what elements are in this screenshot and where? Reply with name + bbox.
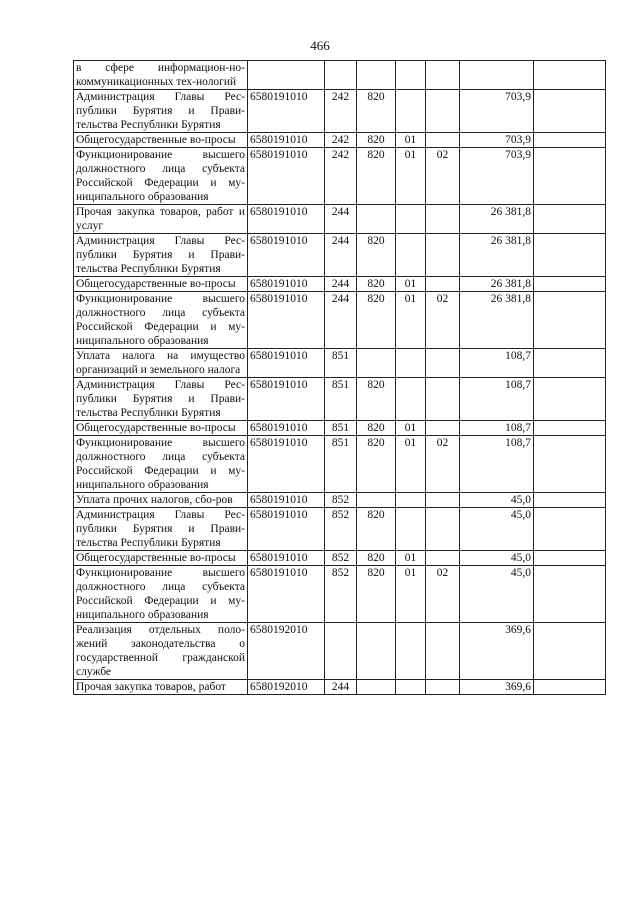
table-row: [74, 508, 606, 551]
amount-cell: 26 381,8: [460, 205, 534, 234]
pr-cell: 02: [426, 436, 460, 493]
vr-cell: [325, 623, 357, 680]
table-body: [74, 61, 606, 695]
pr-cell: 02: [426, 566, 460, 623]
amount-cell: [460, 61, 534, 90]
row-name-cell: Общегосударственные во-просы: [74, 421, 248, 436]
row-name-cell: Функционирование высшего должностного лица субъекта Российской Федерации и му-ниципального образования: [74, 436, 248, 493]
rz-cell: [396, 378, 426, 421]
vr-cell: 244: [325, 292, 357, 349]
pr-cell: [426, 349, 460, 378]
rz-cell: [396, 349, 426, 378]
extra-cell: [534, 90, 606, 133]
page-number: 466: [310, 38, 330, 53]
table-row: [74, 551, 606, 566]
vr-cell: 851: [325, 349, 357, 378]
table-row: [74, 292, 606, 349]
vr-cell: 242: [325, 148, 357, 205]
row-name-cell: Администрация Главы Рес-публики Бурятия и Прави-тельства Республики Бурятия: [74, 378, 248, 421]
row-name-cell: Уплата прочих налогов, сбо-ров: [74, 493, 248, 508]
grbs-cell: [357, 493, 396, 508]
rz-cell: [396, 61, 426, 90]
csr-cell: 6580191010: [248, 566, 325, 623]
grbs-cell: 820: [357, 508, 396, 551]
row-name-cell: в сфере информацион-но-коммуникационных тех-нологий: [74, 61, 248, 90]
row-name-cell: Общегосударственные во-просы: [74, 277, 248, 292]
vr-cell: 852: [325, 566, 357, 623]
pr-cell: 02: [426, 148, 460, 205]
table-row: [74, 205, 606, 234]
amount-cell: 703,9: [460, 90, 534, 133]
pr-cell: [426, 277, 460, 292]
grbs-cell: [357, 623, 396, 680]
extra-cell: [534, 421, 606, 436]
csr-cell: 6580191010: [248, 205, 325, 234]
extra-cell: [534, 508, 606, 551]
csr-cell: 6580191010: [248, 551, 325, 566]
grbs-cell: [357, 349, 396, 378]
csr-cell: 6580191010: [248, 508, 325, 551]
grbs-cell: [357, 680, 396, 695]
csr-cell: 6580191010: [248, 292, 325, 349]
extra-cell: [534, 349, 606, 378]
vr-cell: 851: [325, 421, 357, 436]
csr-cell: 6580191010: [248, 148, 325, 205]
row-name-cell: Функционирование высшего должностного лица субъекта Российской Федерации и му-ниципального образования: [74, 292, 248, 349]
extra-cell: [534, 551, 606, 566]
csr-cell: 6580191010: [248, 421, 325, 436]
rz-cell: [396, 680, 426, 695]
csr-cell: [248, 61, 325, 90]
table-row: [74, 148, 606, 205]
rz-cell: 01: [396, 421, 426, 436]
rz-cell: [396, 234, 426, 277]
row-name-cell: Функционирование высшего должностного лица субъекта Российской Федерации и му-ниципального образования: [74, 148, 248, 205]
pr-cell: [426, 234, 460, 277]
pr-cell: [426, 133, 460, 148]
vr-cell: 852: [325, 551, 357, 566]
amount-cell: 369,6: [460, 623, 534, 680]
table-row: [74, 349, 606, 378]
csr-cell: 6580191010: [248, 133, 325, 148]
rz-cell: 01: [396, 566, 426, 623]
csr-cell: 6580191010: [248, 234, 325, 277]
vr-cell: 242: [325, 133, 357, 148]
pr-cell: [426, 205, 460, 234]
pr-cell: [426, 90, 460, 133]
vr-cell: 244: [325, 234, 357, 277]
vr-cell: 242: [325, 90, 357, 133]
row-name-cell: Функционирование высшего должностного лица субъекта Российской Федерации и му-ниципального образования: [74, 566, 248, 623]
grbs-cell: 820: [357, 234, 396, 277]
table-row: [74, 680, 606, 695]
vr-cell: [325, 61, 357, 90]
pr-cell: [426, 623, 460, 680]
table-row: [74, 277, 606, 292]
amount-cell: 108,7: [460, 378, 534, 421]
rz-cell: [396, 493, 426, 508]
vr-cell: 852: [325, 508, 357, 551]
row-name-cell: Прочая закупка товаров, работ: [74, 680, 248, 695]
pr-cell: [426, 508, 460, 551]
extra-cell: [534, 148, 606, 205]
rz-cell: 01: [396, 277, 426, 292]
extra-cell: [534, 680, 606, 695]
extra-cell: [534, 378, 606, 421]
amount-cell: 108,7: [460, 349, 534, 378]
rz-cell: [396, 508, 426, 551]
amount-cell: 703,9: [460, 148, 534, 205]
grbs-cell: 820: [357, 551, 396, 566]
grbs-cell: 820: [357, 436, 396, 493]
grbs-cell: 820: [357, 292, 396, 349]
rz-cell: 01: [396, 292, 426, 349]
amount-cell: 45,0: [460, 551, 534, 566]
grbs-cell: 820: [357, 90, 396, 133]
grbs-cell: [357, 61, 396, 90]
extra-cell: [534, 61, 606, 90]
csr-cell: 6580191010: [248, 349, 325, 378]
row-name-cell: Администрация Главы Рес-публики Бурятия и Прави-тельства Республики Бурятия: [74, 234, 248, 277]
amount-cell: 26 381,8: [460, 277, 534, 292]
rz-cell: [396, 623, 426, 680]
grbs-cell: 820: [357, 148, 396, 205]
amount-cell: 45,0: [460, 508, 534, 551]
csr-cell: 6580191010: [248, 378, 325, 421]
pr-cell: [426, 61, 460, 90]
extra-cell: [534, 493, 606, 508]
pr-cell: [426, 680, 460, 695]
table-row: [74, 623, 606, 680]
row-name-cell: Уплата налога на имущество организаций и земельного налога: [74, 349, 248, 378]
grbs-cell: 820: [357, 277, 396, 292]
rz-cell: 01: [396, 436, 426, 493]
row-name-cell: Администрация Главы Рес-публики Бурятия и Прави-тельства Республики Бурятия: [74, 508, 248, 551]
table-row: [74, 133, 606, 148]
pr-cell: [426, 421, 460, 436]
vr-cell: 851: [325, 436, 357, 493]
grbs-cell: 820: [357, 566, 396, 623]
pr-cell: [426, 493, 460, 508]
csr-cell: 6580192010: [248, 623, 325, 680]
vr-cell: 244: [325, 205, 357, 234]
extra-cell: [534, 623, 606, 680]
amount-cell: 45,0: [460, 566, 534, 623]
grbs-cell: 820: [357, 133, 396, 148]
table-row: [74, 234, 606, 277]
rz-cell: 01: [396, 551, 426, 566]
vr-cell: 244: [325, 277, 357, 292]
csr-cell: 6580191010: [248, 493, 325, 508]
row-name-cell: Общегосударственные во-просы: [74, 133, 248, 148]
rz-cell: 01: [396, 148, 426, 205]
rz-cell: 01: [396, 133, 426, 148]
amount-cell: 108,7: [460, 436, 534, 493]
amount-cell: 703,9: [460, 133, 534, 148]
amount-cell: 45,0: [460, 493, 534, 508]
budget-table: [73, 60, 606, 695]
csr-cell: 6580191010: [248, 277, 325, 292]
pr-cell: 02: [426, 292, 460, 349]
extra-cell: [534, 205, 606, 234]
table-row: [74, 436, 606, 493]
vr-cell: 244: [325, 680, 357, 695]
table-row: [74, 566, 606, 623]
grbs-cell: 820: [357, 378, 396, 421]
csr-cell: 6580191010: [248, 90, 325, 133]
extra-cell: [534, 566, 606, 623]
table-row: [74, 61, 606, 90]
table-row: [74, 421, 606, 436]
amount-cell: 108,7: [460, 421, 534, 436]
extra-cell: [534, 234, 606, 277]
extra-cell: [534, 277, 606, 292]
table-row: [74, 378, 606, 421]
extra-cell: [534, 292, 606, 349]
amount-cell: 26 381,8: [460, 234, 534, 277]
rz-cell: [396, 90, 426, 133]
grbs-cell: 820: [357, 421, 396, 436]
table-row: [74, 90, 606, 133]
vr-cell: 851: [325, 378, 357, 421]
extra-cell: [534, 133, 606, 148]
rz-cell: [396, 205, 426, 234]
pr-cell: [426, 378, 460, 421]
extra-cell: [534, 436, 606, 493]
amount-cell: 26 381,8: [460, 292, 534, 349]
row-name-cell: Прочая закупка товаров, работ и услуг: [74, 205, 248, 234]
csr-cell: 6580192010: [248, 680, 325, 695]
grbs-cell: [357, 205, 396, 234]
vr-cell: 852: [325, 493, 357, 508]
row-name-cell: Реализация отдельных поло-жений законодательства о государственной гражданской службе: [74, 623, 248, 680]
pr-cell: [426, 551, 460, 566]
amount-cell: 369,6: [460, 680, 534, 695]
row-name-cell: Общегосударственные во-просы: [74, 551, 248, 566]
table-row: [74, 493, 606, 508]
row-name-cell: Администрация Главы Рес-публики Бурятия и Прави-тельства Республики Бурятия: [74, 90, 248, 133]
csr-cell: 6580191010: [248, 436, 325, 493]
